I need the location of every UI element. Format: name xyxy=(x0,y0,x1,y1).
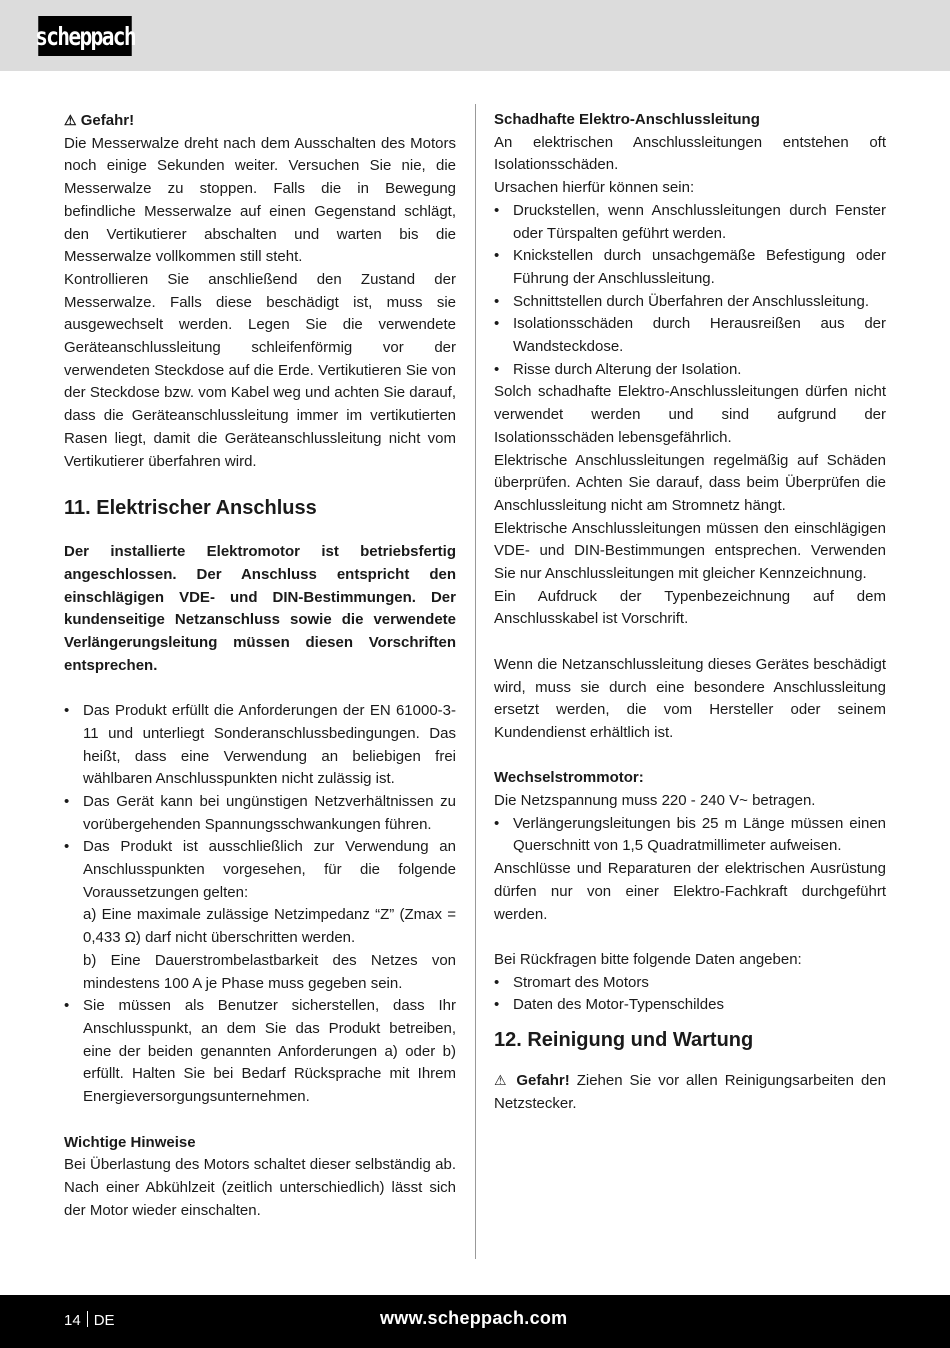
paragraph: Elektrische Anschlussleitungen müssen den einschlägigen VDE- und DIN-Bestimmungen entsprechen. Verwenden Sie nur Anschlussleitungen mit gleicher Kennzeichnung. xyxy=(494,519,886,583)
section-heading-11: 11. Elektrischer Anschluss xyxy=(64,497,317,520)
list-item: • Stromart des Motors xyxy=(494,972,886,995)
list-item: • Das Produkt ist ausschließlich zur Verwendung an Anschlusspunkten vorgesehen, für die folgende Voraussetzungen gelten: a) Eine maximale zulässige Netzimpedanz “Z” (Zmax = 0,433 Ω) darf nicht überschritten werden. b) Eine Dauerstrombelastbarkeit des Netzes von mindestens 100 A je Phase muss gegeben sein. xyxy=(64,836,456,995)
paragraph: Bei Rückfragen bitte folgende Daten angeben: xyxy=(494,950,802,968)
list-item: • Verlängerungsleitungen bis 25 m Länge müssen einen Querschnitt von 1,5 Quadratmillimeter aufweisen. xyxy=(494,813,886,858)
left-column xyxy=(64,109,456,1222)
paragraph: Wenn die Netzanschlussleitung dieses Gerätes beschädigt wird, muss sie durch eine besondere Anschlussleitung ersetzt werden, die vom Hersteller oder seinem Kundendienst erhältlich ist. xyxy=(494,655,886,741)
scheppach-logo: scheppach xyxy=(38,16,132,56)
page-footer xyxy=(0,1295,950,1348)
paragraph: Kontrollieren Sie anschließend den Zustand der Messerwalze. Falls diese beschädigt ist, muss sie ausgewechselt werden. Legen Sie die verwendete Geräteanschlussleitung schleifenförmig vor der verwendeten Steckdose auf die Erde. Vertikutieren Sie von der Steckdose bzw. vom Kabel weg und achten Sie darauf, dass die Geräteanschlussleitung immer im vertikutierten Rasen liegt, damit die Geräteanschlussleitung nicht vom Vertikutierer überfahren wird. xyxy=(64,270,456,470)
column-divider xyxy=(475,104,476,1259)
paragraph: Solch schadhafte Elektro-Anschlussleitungen dürfen nicht verwendet werden und sind aufgrund der Isolationsschäden lebensgefährlich. xyxy=(494,383,886,446)
requirements-list xyxy=(64,700,456,1109)
paragraph: Die Messerwalze dreht nach dem Ausschalten des Motors noch einige Sekunden weiter. Versuchen Sie nie, die Messerwalze zu stoppen. Falls die in Bewegung befindliche Messerwalze auf einen Gegenstand schlägt, den Vertikutierer abschalten und warten bis die Messerwalze vollkommen still steht. xyxy=(64,134,456,266)
warning-paragraph: ⚠ Gefahr! Ziehen Sie vor allen Reinigungsarbeiten den Netzstecker. xyxy=(494,1072,886,1112)
list-item: • Das Produkt erfüllt die Anforderungen der EN 61000-3-11 und unterliegt Sonderanschlussbedingungen. Das heißt, dass eine Verwendung an beliebigen frei wählbaren Anschlusspunkten nicht zulässig ist. xyxy=(64,700,456,791)
intro-bold: Der installierte Elektromotor ist betriebsfertig angeschlossen. Der Anschluss entspricht den einschlägigen VDE- und DIN-Bestimmungen. Der kundenseitige Netzanschluss sowie die verwendete Verlängerungsleitung müssen diesen Vorschriften entsprechen. xyxy=(64,543,456,674)
sub-item-a: a) Eine maximale zulässige Netzimpedanz “Z” (Zmax = 0,433 Ω) darf nicht überschritten werden. xyxy=(83,906,456,947)
website-link[interactable]: www.scheppach.com xyxy=(380,1308,568,1328)
notes-text: Bei Überlastung des Motors schaltet dieser selbständig ab. Nach einer Abkühlzeit (zeitlich unterschiedlich) lässt sich der Motor wieder einschalten. xyxy=(64,1156,456,1219)
paragraph: Die Netzspannung muss 220 - 240 V~ betragen. xyxy=(494,792,816,810)
section-heading-12: 12. Reinigung und Wartung xyxy=(494,1029,754,1052)
list-item: • Sie müssen als Benutzer sicherstellen, dass Ihr Anschlusspunkt, an dem Sie das Produkt betreiben, eine der beiden genannten Anforderungen a) oder b) erfüllt. Halten Sie bei Bedarf Rücksprache mit Ihrem Energieversorgungsunternehmen. xyxy=(64,995,456,1109)
list-item: • Risse durch Alterung der Isolation. xyxy=(494,359,886,382)
page-header xyxy=(0,0,950,71)
cable-heading: Schadhafte Elektro-Anschlussleitung xyxy=(494,111,760,128)
query-list xyxy=(494,972,886,1017)
ac-list xyxy=(494,813,886,858)
paragraph: Anschlüsse und Reparaturen der elektrischen Ausrüstung dürfen nur von einer Elektro-Fachkraft durchgeführt werden. xyxy=(494,860,886,923)
notes-heading: Wichtige Hinweise xyxy=(64,1133,196,1151)
sub-item-b: b) Eine Dauerstrombelastbarkeit des Netzes von mindestens 100 A je Phase muss gegeben sein. xyxy=(83,951,456,992)
warning-icon: ⚠ xyxy=(64,112,77,128)
list-item: • Das Gerät kann bei ungünstigen Netzverhältnissen zu vorübergehenden Spannungsschwankungen führen. xyxy=(64,791,456,836)
list-item: • Schnittstellen durch Überfahren der Anschlussleitung. xyxy=(494,291,886,314)
right-column xyxy=(494,109,886,1115)
warning-heading: ⚠ Gefahr! xyxy=(64,112,135,129)
warning-icon: ⚠ xyxy=(494,1072,510,1089)
list-item: • Daten des Motor-Typenschildes xyxy=(494,994,886,1017)
paragraph: Ein Aufdruck der Typenbezeichnung auf dem Anschlusskabel ist Vorschrift. xyxy=(494,587,886,628)
list-item: • Knickstellen durch unsachgemäße Befestigung oder Führung der Anschlussleitung. xyxy=(494,245,886,290)
paragraph: Elektrische Anschlussleitungen regelmäßig auf Schäden überprüfen. Achten Sie darauf, dass beim Überprüfen die Anschlussleitung nicht am Stromnetz hängt. xyxy=(494,451,886,514)
list-item: • Isolationsschäden durch Herausreißen aus der Wandsteckdose. xyxy=(494,313,886,358)
ac-motor-heading: Wechselstrommotor: xyxy=(494,769,644,787)
paragraph: Ursachen hierfür können sein: xyxy=(494,179,695,197)
list-item: • Druckstellen, wenn Anschlussleitungen durch Fenster oder Türspalten geführt werden. xyxy=(494,200,886,245)
page-number: 14 DE xyxy=(64,1312,115,1329)
paragraph: An elektrischen Anschlussleitungen entstehen oft Isolationsschäden. xyxy=(494,133,886,174)
causes-list xyxy=(494,200,886,382)
